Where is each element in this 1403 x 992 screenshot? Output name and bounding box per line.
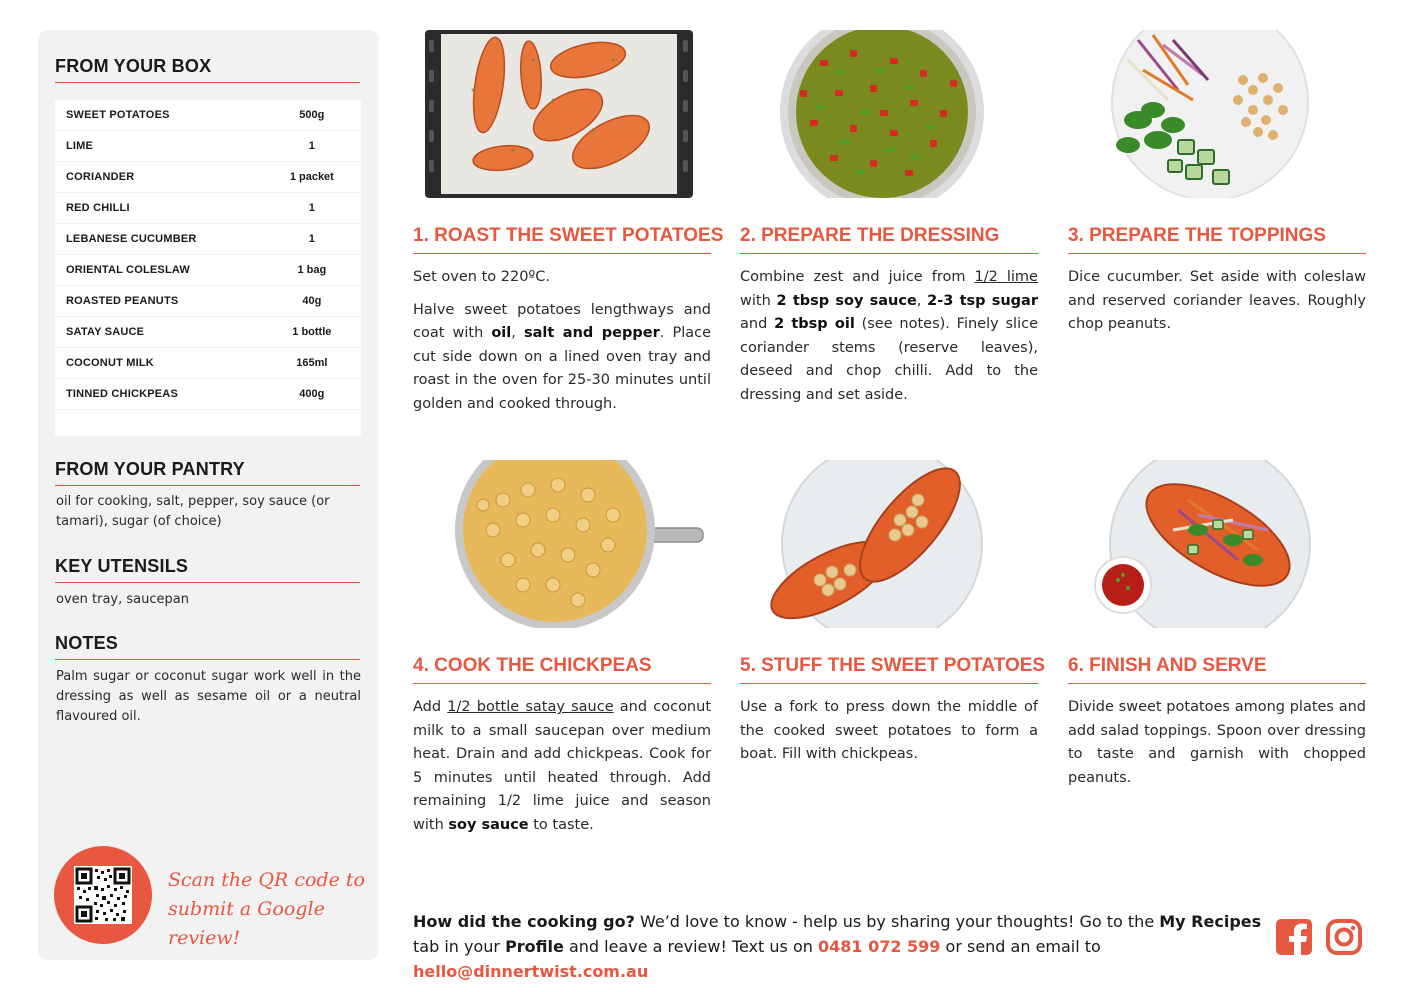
- email-link[interactable]: hello@dinnertwist.com.au: [413, 962, 649, 981]
- step-5-image: [740, 460, 1038, 630]
- step-5-title: 5. STUFF THE SWEET POTATOES: [740, 655, 1038, 684]
- table-row: [55, 317, 361, 348]
- table-row: [55, 193, 361, 224]
- step-4-body: [413, 696, 711, 846]
- ingredient-qty: 1 packet: [289, 171, 334, 183]
- feedback-question: How did the cooking go?: [413, 912, 635, 931]
- notes-text: Palm sugar or coconut sugar work well in the dressing as well as sesame oil or a neutral flavoured oil.: [56, 669, 361, 724]
- step-5-body: [740, 696, 1038, 776]
- ingredient-qty: 1: [308, 140, 315, 152]
- step-4-text: Add 1/2 bottle satay sauce and coconut milk to a small saucepan over medium heat. Drain and add chickpeas. Cook for 5 minutes until heated through. Add remaining 1/2 lime juice and season with soy sauce to taste.: [413, 699, 711, 833]
- table-row: [55, 255, 361, 286]
- ingredient-name: TINNED CHICKPEAS: [66, 388, 178, 400]
- step-2-image: [740, 30, 1038, 200]
- ingredient-name: CORIANDER: [66, 171, 135, 183]
- step-2-title: 2. PREPARE THE DRESSING: [740, 225, 1038, 254]
- step-1-p1: Set oven to 220ºC.: [413, 269, 550, 285]
- utensils-text: oven tray, saucepan: [56, 592, 189, 607]
- step-1-image: [413, 30, 711, 200]
- notes-heading: NOTES: [55, 633, 360, 660]
- step-3-image: [1068, 30, 1366, 200]
- my-recipes-link[interactable]: My Recipes: [1159, 912, 1262, 931]
- step-1-title: 1. ROAST THE SWEET POTATOES: [413, 225, 711, 254]
- step-3-text: Dice cucumber. Set aside with coleslaw and reserved coriander leaves. Roughly chop peanuts.: [1068, 269, 1366, 332]
- ingredient-qty: 40g: [302, 295, 322, 307]
- table-row: [55, 131, 361, 162]
- qr-review-caption: [168, 866, 368, 953]
- ingredient-qty: 1 bag: [297, 264, 327, 276]
- sidebar-panel: [38, 30, 379, 960]
- table-row: [55, 100, 361, 131]
- step-6-image: [1068, 460, 1366, 630]
- step-3-title: 3. PREPARE THE TOPPINGS: [1068, 225, 1366, 254]
- ingredient-qty: 1: [308, 233, 315, 245]
- table-row: [55, 224, 361, 255]
- ingredient-qty: 1: [308, 202, 315, 214]
- qr-caption-line1: Scan the QR code to: [168, 869, 365, 891]
- qr-code-icon[interactable]: [74, 866, 132, 924]
- step-5-text: Use a fork to press down the middle of the cooked sweet potatoes to form a boat. Fill with chickpeas.: [740, 699, 1038, 762]
- ingredient-name: ROASTED PEANUTS: [66, 295, 179, 307]
- ingredients-table: [55, 100, 361, 436]
- from-your-pantry-heading: FROM YOUR PANTRY: [55, 459, 360, 486]
- step-4-title: 4. COOK THE CHICKPEAS: [413, 655, 711, 684]
- profile-link[interactable]: Profile: [505, 937, 564, 956]
- step-2-body: [740, 266, 1038, 416]
- ingredient-name: COCONUT MILK: [66, 357, 154, 369]
- step-2-text: Combine zest and juice from 1/2 lime with 2 tbsp soy sauce, 2-3 tsp sugar and 2 tbsp oil (see notes). Finely slice coriander stems (reserve leaves), deseed and chop chilli. Add to the dressing and set aside.: [740, 269, 1038, 403]
- ingredient-name: SWEET POTATOES: [66, 109, 170, 121]
- step-6-body: [1068, 696, 1366, 799]
- ingredient-qty: 400g: [299, 388, 325, 400]
- table-row: [55, 348, 361, 379]
- key-utensils-heading: KEY UTENSILS: [55, 556, 360, 583]
- pantry-text: oil for cooking, salt, pepper, soy sauce (or tamari), sugar (of choice): [56, 494, 330, 529]
- feedback-footer: How did the cooking go? We’d love to know - help us by sharing your thoughts! Go to the My Recipes tab in your Profile and leave a review! Text us on 0481 072 599 or send an email to hello@dinnertwist.com.au: [413, 912, 1262, 981]
- phone-link[interactable]: 0481 072 599: [817, 937, 941, 956]
- step-3-body: [1068, 266, 1366, 346]
- step-4-image: [413, 460, 711, 630]
- ingredient-qty: 500g: [299, 109, 325, 121]
- step-1-p2: Halve sweet potatoes lengthways and coat with oil, salt and pepper. Place cut side down on a lined oven tray and roast in the oven for 25-30 minutes until golden and cooked through.: [413, 301, 712, 412]
- ingredient-name: SATAY SAUCE: [66, 326, 145, 338]
- step-1-body: [413, 266, 711, 425]
- ingredient-qty: 165ml: [296, 357, 328, 369]
- qr-caption-line2: submit a Google review!: [168, 898, 325, 949]
- table-row: [55, 286, 361, 317]
- table-row: [55, 162, 361, 193]
- from-your-box-heading: FROM YOUR BOX: [55, 56, 360, 83]
- table-row: [55, 379, 361, 410]
- qr-badge[interactable]: [54, 846, 152, 944]
- ingredient-name: LEBANESE CUCUMBER: [66, 233, 197, 245]
- facebook-icon[interactable]: [1275, 918, 1313, 956]
- ingredient-qty: 1 bottle: [292, 326, 332, 338]
- step-6-title: 6. FINISH AND SERVE: [1068, 655, 1366, 684]
- ingredient-name: RED CHILLI: [66, 202, 130, 214]
- step-6-text: Divide sweet potatoes among plates and add salad toppings. Spoon over dressing to taste and garnish with chopped peanuts.: [1068, 699, 1366, 786]
- ingredient-name: LIME: [66, 140, 94, 152]
- instagram-icon[interactable]: [1325, 918, 1363, 956]
- ingredient-name: ORIENTAL COLESLAW: [66, 264, 190, 276]
